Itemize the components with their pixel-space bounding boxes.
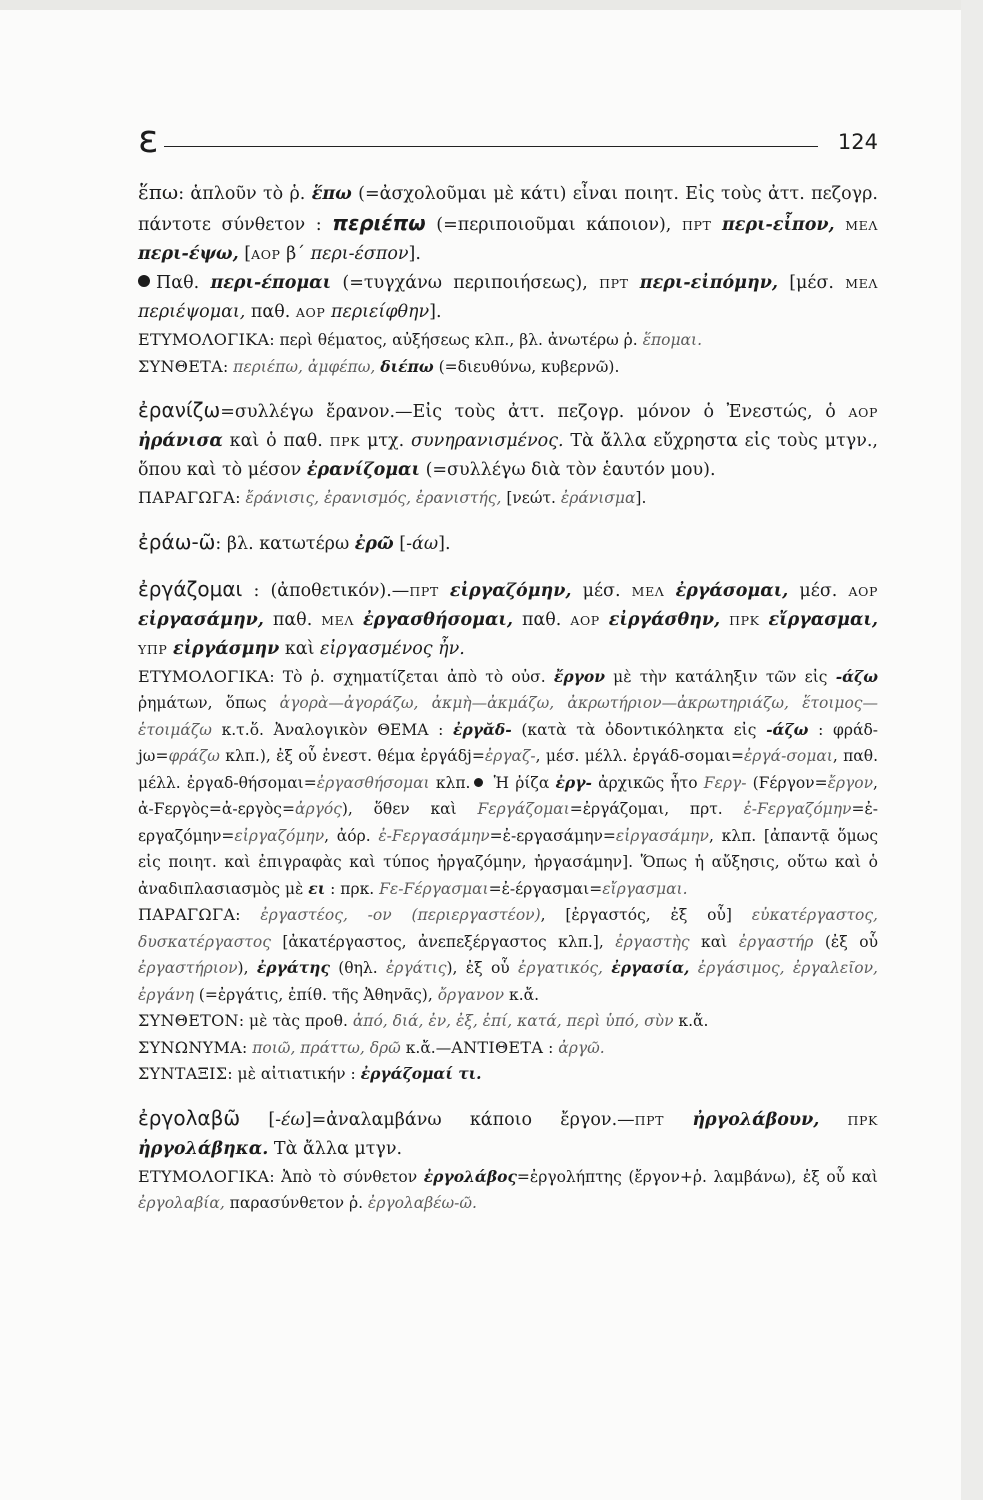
entry-eranizo [138, 396, 878, 512]
page-number: 124 [837, 130, 878, 154]
entry-lemma: ἐργάζομαι [138, 576, 243, 601]
entry-ergolabo [138, 1104, 878, 1217]
entry-lemma: ἐργολαβῶ [138, 1105, 241, 1130]
etymology-paragraph: ΕΤΥΜΟΛΟΓΙΚΑ: Ἀπὸ τὸ σύνθετον ἐργολάβος=ἐργολήπτης (ἔργον+ῥ. λαμβάνω), ἐξ οὗ καὶ ἐργολαβία, παρασύνθετον ῥ. ἐργολαβέω-ῶ. [138, 1166, 878, 1212]
entry-lemma: ἐρανίζω [138, 398, 221, 422]
entry-ergazomai [138, 575, 878, 1088]
bullet-icon [474, 778, 483, 787]
page-top-edge [0, 0, 983, 10]
entry-body: ἐρανίζω=συλλέγω ἔρανον.—Εἰς τοὺς ἀττ. πεζογρ. μόνον ὁ Ἐνεστώς, ὁ ΑΟΡ ἠράνισα καὶ ὁ παθ. ΠΡΚ μτχ. συνηρανισμένος. Τὰ ἄλλα εὔχρηστα εἰς τοὺς μτγν., ὅπου καὶ τὸ μέσον ἐρανίζομαι (=συλλέγω διὰ τὸν ἑαυτόν μου). [138, 398, 878, 480]
entry-body: ἕπω: ἁπλοῦν τὸ ῥ. ἕπω (=ἀσχολοῦμαι μὲ κάτι) εἶναι ποιητ. Εἰς τοὺς ἀττ. πεζογρ. πάντοτε σύνθετον : περιέπω (=περιποιοῦμαι κάποιον), ΠΡΤ περι-εἶπον, ΜΕΛ περι-έψω, [ΑΟΡ β΄ περι-έσπον]. [138, 180, 878, 264]
compound-paragraph: ΣΥΝΘΕΤΟΝ: μὲ τὰς προθ. ἀπό, διά, ἐν, ἐξ, ἐπί, κατά, περὶ ὑπό, σὺν κ.ἄ. [138, 1011, 709, 1030]
bullet-icon [138, 275, 150, 287]
entry-epo [138, 178, 878, 380]
entry-passive-paragraph: Παθ. περι-έπομαι (=τυγχάνω περιποιήσεως), ΠΡΤ περι-εἰπόμην, [μέσ. ΜΕΛ περιέψομαι, παθ. ΑΟΡ περιείφθην]. [138, 273, 878, 322]
page-right-edge [961, 0, 983, 1500]
section-letter: ε [138, 117, 159, 161]
running-header [138, 117, 878, 161]
synonyms-paragraph: ΣΥΝΩΝΥΜΑ: ποιῶ, πράττω, δρῶ κ.ἄ.—ΑΝΤΙΘΕΤΑ : ἀργῶ. [138, 1037, 605, 1057]
entries-column [138, 178, 878, 1233]
etymology-paragraph: ΕΤΥΜΟΛΟΓΙΚΑ: Τὸ ῥ. σχηματίζεται ἀπὸ τὸ οὐσ. ἔργον μὲ τὴν κατάληξιν τῶν εἰς -άζω ῥημάτων, ὅπως ἀγορὰ—ἀγοράζω, ἀκμὴ—ἀκμάζω, ἀκρωτήριον—ἀκρωτηριάζω, ἕτοιμος—ἑτοιμάζω κ.τ.ὅ. Ἀναλογικὸν ΘΕΜΑ : ἐργᾰδ- (κατὰ τὰ ὀδοντικόληκτα εἰς -άζω : φράδ-jω=φράζω κλπ.), ἐξ οὗ ἐνεστ. θέμα ἐργάδj=ἐργαζ-, μέσ. μέλλ. ἐργάδ-σομαι=ἐργά-σομαι, παθ. μέλλ. ἐργαδ-θήσομαι=ἐργασθήσομαι κλπ. Ἡ ῥίζα ἐργ- ἀρχικῶς ἦτο Ϝεργ- (Ϝέργον=ἔργον, ἀ-Ϝεργὸς=ἀ-εργὸς=ἀργός), ὅθεν καὶ Ϝεργάζομαι=ἐργάζομαι, πρτ. ἐ-Ϝεργαζόμην=ἐ-εργαζόμην=εἰργαζόμην, ἀόρ. ἐ-Ϝεργασάμην=ἐ-εργασάμην=εἰργασάμην, κλπ. [ἀπαντᾷ ὅμως εἰς ποιητ. καὶ ἐπιγραφὰς καὶ τύπος ἠργαζόμην, ἠργασάμην]. Ὅπως ἡ αὔξησις, οὕτω καὶ ὁ ἀναδιπλασιασμὸς μὲ ει : πρκ. Ϝε-Ϝέργασμαι=ἐ-έργασμαι=εἴργασμαι. [138, 666, 879, 898]
entry-body: ἐράω-ῶ: βλ. κατωτέρω ἐρῶ [-άω]. [138, 529, 451, 554]
entry-lemma: ἐράω-ῶ [138, 529, 216, 554]
entry-body: ἐργάζομαι : (ἀποθετικόν).—ΠΡΤ εἰργαζόμην, μέσ. ΜΕΛ ἐργάσομαι, μέσ. ΑΟΡ εἰργασάμην, παθ. ΜΕΛ ἐργασθήσομαι, παθ. ΑΟΡ εἰργάσθην, ΠΡΚ εἴργασμαι, ΥΠΡ εἰργάσμην καὶ εἰργασμένος ἦν. [138, 576, 878, 659]
syntax-paragraph: ΣΥΝΤΑΞΙΣ: μὲ αἰτιατικήν : ἐργάζομαί τι. [138, 1064, 482, 1083]
etymology-paragraph: ΕΤΥΜΟΛΟΓΙΚΑ: περὶ θέματος, αὐξήσεως κλπ., βλ. ἀνωτέρω ῥ. ἕπομαι. [138, 330, 703, 349]
compounds-paragraph: ΣΥΝΘΕΤΑ: περιέπω, ἀμφέπω, διέπω (=διευθύνω, κυβερνῶ). [138, 356, 620, 376]
header-rule [164, 146, 818, 147]
derivatives-paragraph: ΠΑΡΑΓΩΓΑ: ἔράνισις, ἐρανισμός, ἐρανιστής, [νεώτ. ἐράνισμα]. [138, 488, 647, 507]
entry-erao [138, 528, 878, 559]
entry-lemma: ἕπω [138, 180, 179, 204]
derivatives-paragraph: ΠΑΡΑΓΩΓΑ: ἐργαστέος, -ον (περιεργαστέον), [ἐργαστός, ἐξ οὗ] εὐκατέργαστος, δυσκατέργαστος [ἀκατέργαστος, ἀνεπεξέργαστος κλπ.], ἐργαστὴς καὶ ἐργαστήρ (ἐξ οὗ ἐργαστήριον), ἐργάτης (θηλ. ἐργάτις), ἐξ οὗ ἐργατικός, ἐργασία, ἐργάσιμος, ἐργαλεῖον, ἐργάνη (=ἐργάτις, ἐπίθ. τῆς Ἀθηνᾶς), ὄργανον κ.ἄ. [138, 905, 878, 1004]
entry-body: ἐργολαβῶ [-έω]=ἀναλαμβάνω κάποιο ἔργον.—ΠΡΤ ἠργολάβουν, ΠΡΚ ἠργολάβηκα. Τὰ ἄλλα μτγν. [138, 1105, 878, 1159]
